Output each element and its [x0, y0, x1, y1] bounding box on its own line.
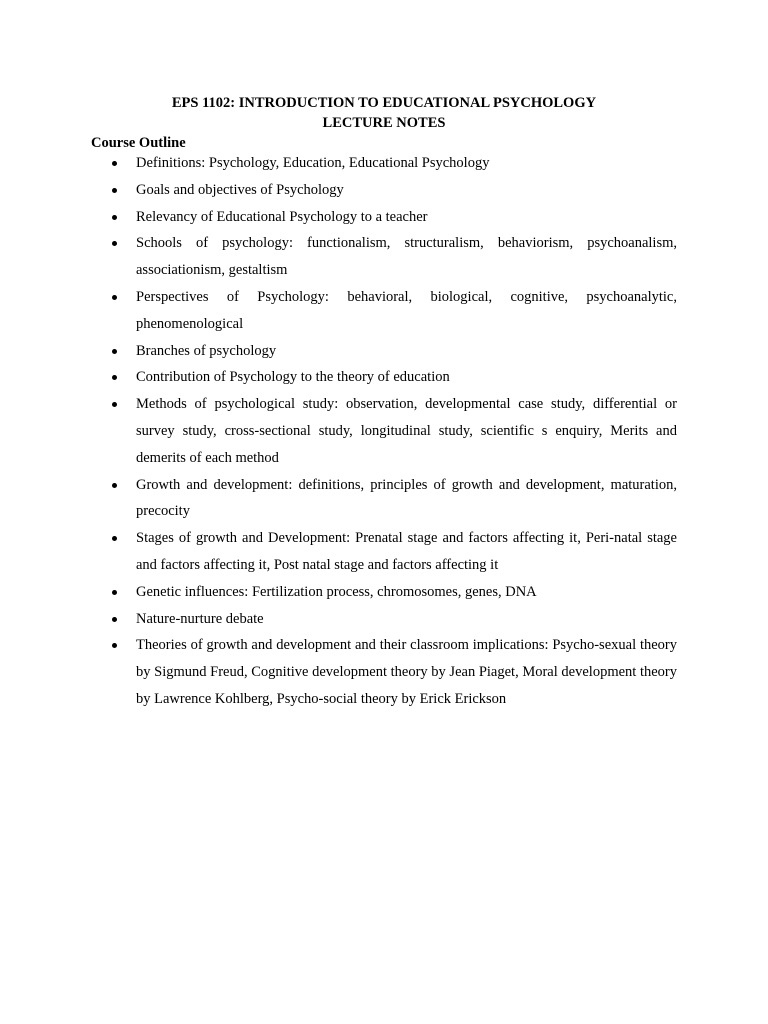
list-item [91, 579, 677, 606]
bullet-icon [112, 402, 117, 407]
bullet-icon [112, 349, 117, 354]
bullet-icon [112, 188, 117, 193]
bullet-icon [112, 536, 117, 541]
list-item-text: Growth and development: definitions, principles of growth and development, maturation, precocity [136, 476, 677, 520]
list-item-text: Schools of psychology: functionalism, structuralism, behaviorism, psychoanalism, associationism, gestaltism [136, 235, 677, 279]
bullet-icon [112, 643, 117, 648]
list-item-text: Perspectives of Psychology: behavioral, biological, cognitive, psychoanalytic, phenomenological [136, 288, 677, 332]
list-item-text: Genetic influences: Fertilization process, chromosomes, genes, DNA [136, 583, 537, 600]
bullet-icon [112, 295, 117, 300]
course-outline-list [91, 150, 677, 713]
list-item [91, 472, 677, 526]
list-item [91, 177, 677, 204]
list-item-text: Branches of psychology [136, 342, 277, 359]
bullet-icon [112, 375, 117, 380]
title-line-lecture-notes: LECTURE NOTES [322, 115, 446, 131]
list-item [91, 338, 677, 365]
list-item-text: Contribution of Psychology to the theory of education [136, 369, 450, 386]
list-item-text: Nature-nurture debate [136, 610, 264, 627]
list-item [91, 364, 677, 391]
list-item [91, 230, 677, 284]
list-item [91, 391, 677, 471]
list-item-text: Goals and objectives of Psychology [136, 181, 344, 198]
section-heading: Course Outline [91, 135, 186, 151]
document-title [91, 93, 677, 133]
bullet-icon [112, 161, 117, 166]
list-item [91, 606, 677, 633]
bullet-icon [112, 483, 117, 488]
list-item-text: Definitions: Psychology, Education, Educational Psychology [136, 155, 490, 171]
list-item-text: Methods of psychological study: observation, developmental case study, differential or survey study, cross-sectional study, longitudinal study, scientific s enquiry, Merits and demerits of each method [136, 396, 677, 466]
list-item [91, 284, 677, 338]
bullet-icon [112, 590, 117, 595]
list-item [91, 150, 677, 177]
list-item-text: Relevancy of Educational Psychology to a teacher [136, 208, 428, 225]
bullet-icon [112, 215, 117, 220]
list-item-text: Stages of growth and Development: Prenatal stage and factors affecting it, Peri-natal stage and factors affecting it, Post natal stage and factors affecting it [136, 530, 677, 573]
title-line-course: EPS 1102: INTRODUCTION TO EDUCATIONAL PSYCHOLOGY [171, 95, 597, 111]
list-item-text: Theories of growth and development and their classroom implications: Psycho-sexual theory by Sigmund Freud, Cognitive development theory by Jean Piaget, Moral development theory by Lawrence Kohlberg, Psycho-social theory by Erick Erickson [136, 637, 677, 707]
list-item [91, 525, 677, 579]
list-item [91, 632, 677, 712]
bullet-icon [112, 241, 117, 246]
bullet-icon [112, 617, 117, 622]
list-item [91, 204, 677, 231]
